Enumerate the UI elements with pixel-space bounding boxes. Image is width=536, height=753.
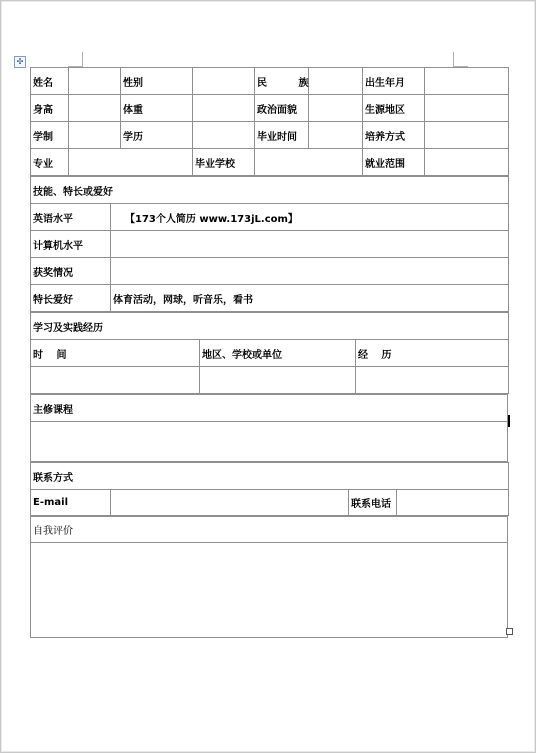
weight-label: 体重 — [121, 95, 193, 122]
self-evaluation-table — [30, 516, 508, 638]
major-label: 专业 — [31, 149, 69, 176]
employment-label: 就业范围 — [363, 149, 425, 176]
weight-value-cell[interactable] — [193, 95, 255, 122]
experience-header: 经 历 — [356, 340, 509, 367]
duration-value-cell[interactable] — [69, 122, 121, 149]
time-header: 时 间 — [31, 340, 200, 367]
awards-label: 获奖情况 — [31, 258, 111, 285]
email-label: E-mail — [31, 490, 111, 516]
gender-value-cell[interactable] — [193, 68, 255, 95]
training-value-cell[interactable] — [425, 122, 509, 149]
hobby-label: 特长爱好 — [31, 285, 111, 312]
crop-mark-top-left — [68, 52, 83, 67]
height-value-cell[interactable] — [69, 95, 121, 122]
birth-label: 出生年月 — [363, 68, 425, 95]
major-value-cell[interactable] — [69, 149, 193, 176]
awards-value-cell[interactable] — [111, 258, 509, 285]
degree-value-cell[interactable] — [193, 122, 255, 149]
school-label: 毕业学校 — [193, 149, 255, 176]
basic-info-table — [30, 67, 509, 176]
skills-table — [30, 176, 509, 312]
time-value-cell[interactable] — [31, 367, 200, 394]
computer-value-cell[interactable] — [111, 231, 509, 258]
phone-label: 联系电话 — [349, 490, 397, 516]
table-move-handle-icon[interactable]: ✣ — [14, 56, 26, 68]
text-cursor — [508, 415, 510, 427]
courses-section-title: 主修课程 — [31, 395, 508, 422]
crop-mark-top-right — [453, 52, 468, 67]
computer-label: 计算机水平 — [31, 231, 111, 258]
experience-value-cell[interactable] — [356, 367, 509, 394]
gender-label: 性别 — [121, 68, 193, 95]
origin-label: 生源地区 — [363, 95, 425, 122]
employment-value-cell[interactable] — [425, 149, 509, 176]
table-resize-handle[interactable] — [506, 628, 513, 635]
name-label: 姓名 — [31, 68, 69, 95]
phone-value-cell[interactable] — [397, 490, 509, 516]
courses-value-cell[interactable] — [31, 422, 508, 462]
school-value-cell[interactable] — [255, 149, 363, 176]
training-label: 培养方式 — [363, 122, 425, 149]
grad-time-value-cell[interactable] — [309, 122, 363, 149]
height-label: 身高 — [31, 95, 69, 122]
skills-section-title: 技能、特长或爱好 — [31, 177, 509, 204]
self-section-title: 自我评价 — [31, 517, 508, 543]
origin-value-cell[interactable] — [425, 95, 509, 122]
hobby-value[interactable]: 体育活动，网球，听音乐，看书 — [111, 285, 509, 312]
grad-time-label: 毕业时间 — [255, 122, 309, 149]
courses-table — [30, 394, 508, 462]
politics-label: 政治面貌 — [255, 95, 309, 122]
birth-value-cell[interactable] — [425, 68, 509, 95]
english-label: 英语水平 — [31, 204, 111, 231]
email-value-cell[interactable] — [111, 490, 349, 516]
ethnicity-label: 民 族 — [255, 68, 309, 95]
english-value[interactable]: 【173个人简历 www.173jL.com】 — [111, 204, 509, 231]
place-value-cell[interactable] — [200, 367, 356, 394]
contact-section-title: 联系方式 — [31, 463, 509, 490]
politics-value-cell[interactable] — [309, 95, 363, 122]
experience-section-title: 学习及实践经历 — [31, 313, 509, 340]
experience-table — [30, 312, 509, 394]
name-value-cell[interactable] — [69, 68, 121, 95]
contact-table — [30, 462, 509, 516]
duration-label: 学制 — [31, 122, 69, 149]
place-header: 地区、学校或单位 — [200, 340, 356, 367]
resume-form — [30, 67, 508, 638]
degree-label: 学历 — [121, 122, 193, 149]
self-evaluation-value-cell[interactable] — [31, 543, 508, 638]
